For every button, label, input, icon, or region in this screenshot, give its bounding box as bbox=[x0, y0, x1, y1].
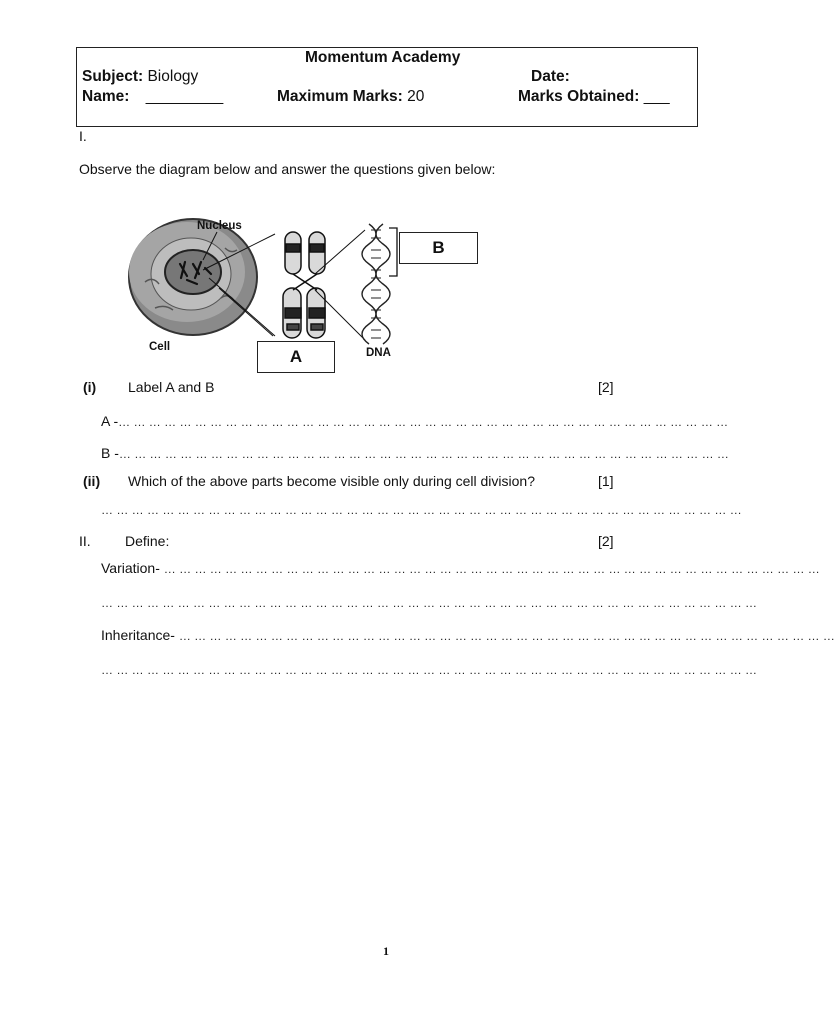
page-number: 1 bbox=[383, 944, 389, 958]
name-label: Name: bbox=[82, 88, 130, 105]
answer-b-label: B - bbox=[101, 445, 119, 461]
inheritance-dots-2[interactable]: … … … … … … … … … … … … … … … … … … … … … … … … … … … … … … … … … … … … … … … … … … … bbox=[101, 663, 758, 677]
label-box-b: B bbox=[399, 232, 478, 264]
section1-numeral: I. bbox=[79, 128, 87, 144]
cell-chromosome-dna-diagram bbox=[125, 212, 395, 362]
dna-label: DNA bbox=[366, 347, 391, 359]
section2-instruction: Define: bbox=[125, 533, 170, 549]
variation-dots-2[interactable]: … … … … … … … … … … … … … … … … … … … … … … … … … … … … … … … … … … … … … … … … … … … bbox=[101, 596, 758, 610]
variation-dots-1: … … … … … … … … … … … … … … … … … … … … … … … … … … … … … … … … … … … … … … … … … … … bbox=[163, 562, 820, 576]
max-marks-value: 20 bbox=[407, 88, 425, 105]
marks-obtained-blank: ___ bbox=[643, 88, 670, 105]
q2-number: (ii) bbox=[83, 473, 101, 489]
q1-number: (i) bbox=[83, 379, 97, 395]
answer-a-dots: … … … … … … … … … … … … … … … … … … … … … … … … … … … … … … … … … … … … … … … … bbox=[118, 415, 729, 429]
dna-helix-drawing bbox=[362, 224, 390, 344]
q1-text: Label A and B bbox=[128, 379, 215, 395]
cell-drawing bbox=[129, 219, 257, 335]
inheritance-label: Inheritance- bbox=[101, 627, 175, 643]
variation-line[interactable] bbox=[101, 560, 820, 576]
section2-numeral: II. bbox=[79, 533, 91, 549]
answer-a-line[interactable] bbox=[101, 413, 728, 429]
name-blank: _________ bbox=[145, 88, 224, 105]
subject-value: Biology bbox=[147, 68, 199, 85]
section2-marks: [2] bbox=[598, 533, 614, 549]
answer-a-label: A - bbox=[101, 413, 119, 429]
q2-marks: [1] bbox=[598, 473, 614, 489]
cell-label: Cell bbox=[149, 341, 171, 353]
max-marks-line bbox=[277, 88, 424, 106]
marks-obtained-line bbox=[518, 88, 670, 106]
name-line bbox=[82, 88, 223, 106]
answer-b-line[interactable] bbox=[101, 445, 729, 461]
nucleus-label: Nucleus bbox=[197, 220, 242, 232]
q2-answer-dots[interactable]: … … … … … … … … … … … … … … … … … … … … … … … … … … … … … … … … … … … … … … … … … … bbox=[101, 503, 742, 517]
school-name: Momentum Academy bbox=[305, 49, 461, 66]
answer-b-dots: … … … … … … … … … … … … … … … … … … … … … … … … … … … … … … … … … … … … … … … … bbox=[118, 447, 729, 461]
q2-text: Which of the above parts become visible only during cell division? bbox=[128, 473, 535, 489]
chromosome-drawing bbox=[283, 232, 325, 338]
label-box-a: A bbox=[257, 341, 335, 373]
inheritance-line[interactable] bbox=[101, 627, 835, 643]
marks-obtained-label: Marks Obtained: bbox=[518, 88, 640, 105]
date-label: Date: bbox=[531, 68, 570, 85]
inheritance-dots-1: … … … … … … … … … … … … … … … … … … … … … … … … … … … … … … … … … … … … … … … … … … … bbox=[178, 629, 835, 643]
max-marks-label: Maximum Marks: bbox=[277, 88, 403, 105]
subject-label: Subject: bbox=[82, 68, 144, 85]
variation-label: Variation- bbox=[101, 560, 160, 576]
section1-instruction: Observe the diagram below and answer the questions given below: bbox=[79, 161, 496, 177]
subject-line bbox=[82, 68, 198, 86]
q1-marks: [2] bbox=[598, 379, 614, 395]
